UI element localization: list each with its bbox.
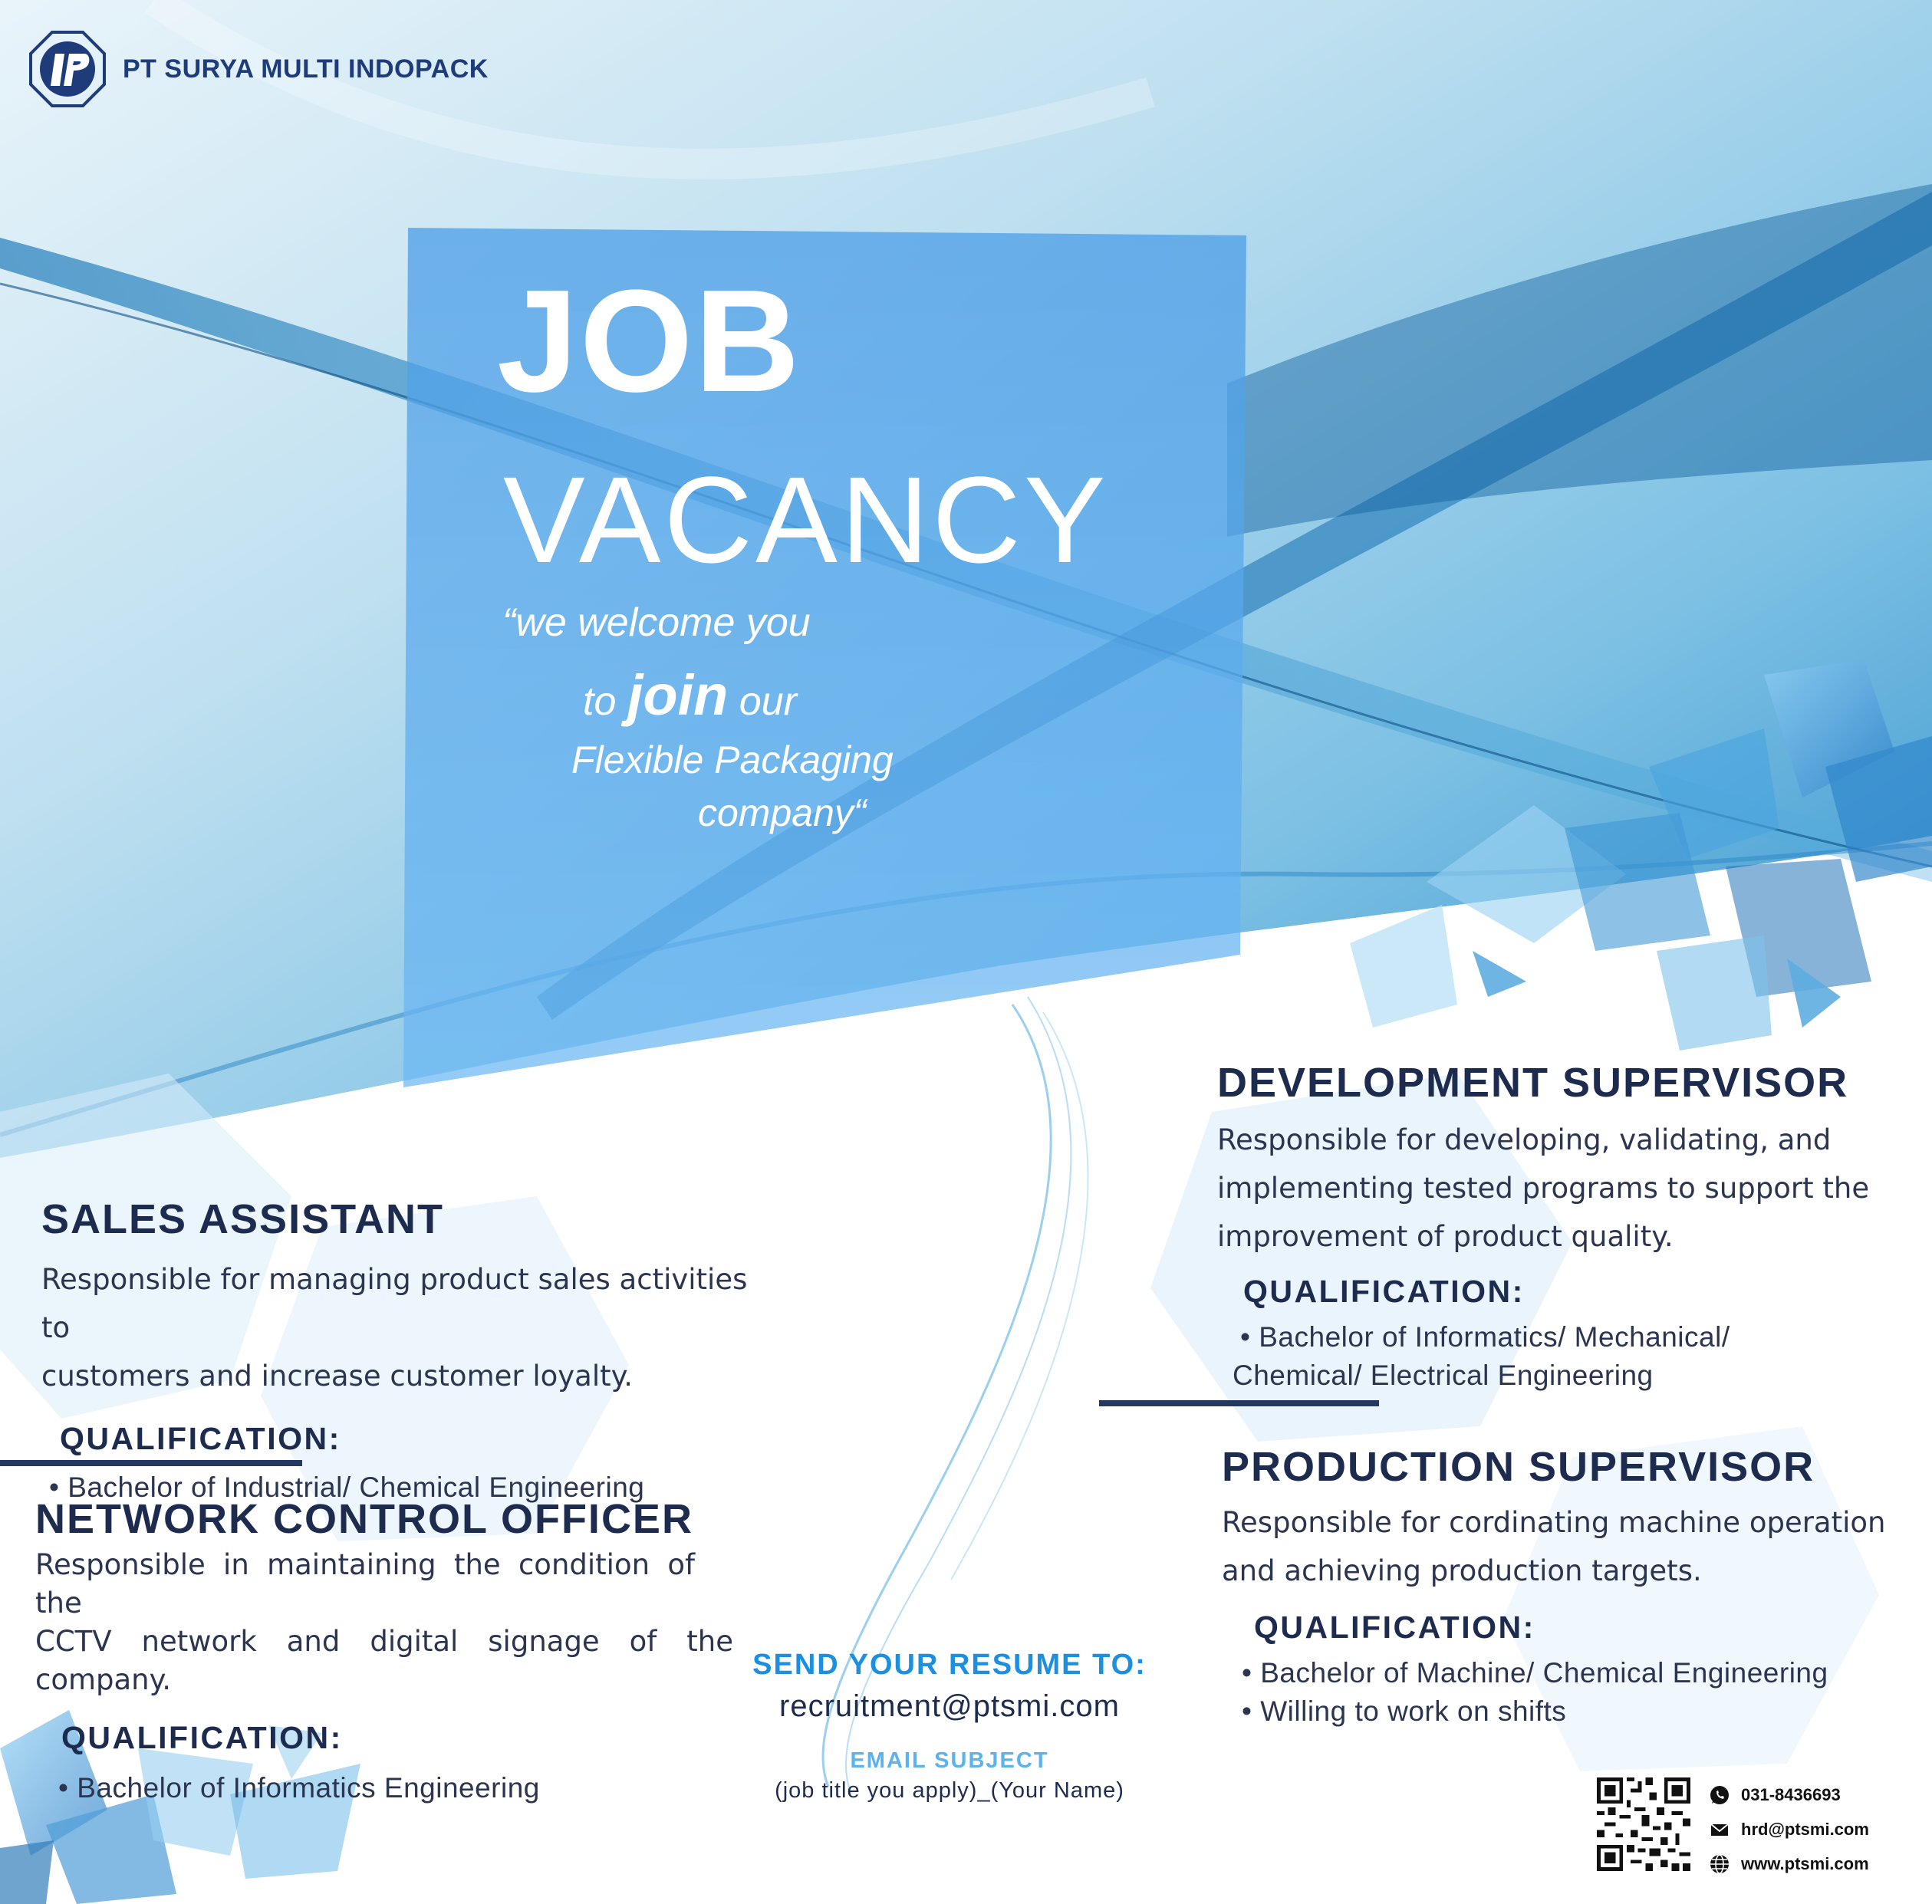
job-title: PRODUCTION SUPERVISOR bbox=[1222, 1444, 1815, 1490]
quote-join-word: join bbox=[627, 663, 729, 727]
resume-heading: SEND YOUR RESUME TO: bbox=[752, 1649, 1147, 1681]
qualification-item: • Bachelor of Industrial/ Chemical Engineering bbox=[49, 1468, 778, 1507]
divider-left bbox=[0, 1460, 302, 1466]
envelope-icon bbox=[1709, 1819, 1730, 1840]
job-network-control-officer bbox=[35, 1498, 733, 1807]
qualification-item: • Bachelor of Machine/ Chemical Engineering bbox=[1242, 1654, 1912, 1692]
company-logo-icon bbox=[29, 31, 106, 107]
company-logo bbox=[29, 31, 489, 107]
quote-line-2-post: our bbox=[728, 679, 797, 724]
recruitment-email-link[interactable]: recruitment@ptsmi.com bbox=[779, 1689, 1120, 1723]
job-description-line: Responsible for cordinating machine operation bbox=[1222, 1506, 1886, 1539]
job-title: NETWORK CONTROL OFFICER bbox=[35, 1496, 693, 1542]
divider-right bbox=[1099, 1400, 1379, 1406]
contact-phone-row[interactable] bbox=[1709, 1777, 1869, 1812]
quote-line-4: company“ bbox=[698, 791, 867, 834]
email-subject-heading: EMAIL SUBJECT bbox=[850, 1748, 1049, 1773]
qualification-list bbox=[1242, 1654, 1912, 1731]
contact-email-row[interactable] bbox=[1709, 1812, 1869, 1846]
quote-line-2-pre: to bbox=[583, 679, 627, 724]
resume-info bbox=[719, 1649, 1180, 1804]
contact-website-row[interactable] bbox=[1709, 1846, 1869, 1881]
qualification-list bbox=[1233, 1318, 1907, 1395]
job-description-line: implementing tested programs to support the bbox=[1217, 1172, 1870, 1205]
job-description-line: Responsible for developing, validating, and bbox=[1217, 1123, 1832, 1156]
company-name: PT SURYA MULTI INDOPACK bbox=[123, 54, 489, 84]
job-description-line: customers and increase customer loyalty. bbox=[41, 1360, 634, 1393]
job-description bbox=[35, 1546, 733, 1699]
qualification-item: • Bachelor of Informatics Engineering bbox=[58, 1769, 733, 1807]
qualification-list bbox=[58, 1769, 733, 1807]
job-description-line: improvement of product quality. bbox=[1217, 1220, 1674, 1253]
contact-email: hrd@ptsmi.com bbox=[1741, 1819, 1869, 1839]
qualification-item: • Willing to work on shifts bbox=[1242, 1692, 1912, 1731]
hero-title-vacancy: VACANCY bbox=[503, 451, 1109, 588]
quote-line-2 bbox=[583, 663, 797, 727]
quote-line-3: Flexible Packaging bbox=[571, 738, 894, 781]
job-title: DEVELOPMENT SUPERVISOR bbox=[1217, 1060, 1849, 1106]
job-description bbox=[1222, 1498, 1912, 1595]
job-production-supervisor bbox=[1222, 1446, 1912, 1731]
job-development-supervisor bbox=[1217, 1062, 1907, 1395]
qr-code-icon bbox=[1597, 1777, 1690, 1871]
contact-info bbox=[1709, 1777, 1869, 1881]
quote-line-1: “we welcome you bbox=[502, 600, 811, 645]
qualification-item-line: Bachelor of Informatics/ Mechanical/ bbox=[1259, 1321, 1730, 1353]
contact-phone: 031-8436693 bbox=[1741, 1784, 1841, 1804]
qualification-heading: QUALIFICATION: bbox=[60, 1421, 341, 1456]
job-title: SALES ASSISTANT bbox=[41, 1196, 445, 1242]
job-description bbox=[1217, 1116, 1907, 1261]
whatsapp-icon bbox=[1709, 1784, 1730, 1806]
contact-website: www.ptsmi.com bbox=[1741, 1853, 1869, 1873]
job-description bbox=[41, 1255, 778, 1400]
email-subject-format: (job title you apply)_(Your Name) bbox=[775, 1778, 1124, 1803]
job-description-line: CCTV network and digital signage of the company. bbox=[35, 1625, 733, 1696]
job-description-line: and achieving production targets. bbox=[1222, 1554, 1702, 1587]
qualification-item-line: Chemical/ Electrical Engineering bbox=[1233, 1360, 1654, 1391]
qualification-item bbox=[1233, 1318, 1907, 1395]
job-description-line: Responsible for managing product sales activities to bbox=[41, 1263, 748, 1344]
qualification-heading: QUALIFICATION: bbox=[1243, 1274, 1525, 1309]
globe-icon bbox=[1709, 1853, 1730, 1875]
hero-title-job: JOB bbox=[497, 260, 801, 423]
job-description-line: Responsible in maintaining the condition of the bbox=[35, 1548, 695, 1620]
qualification-heading: QUALIFICATION: bbox=[61, 1720, 343, 1755]
qualification-heading: QUALIFICATION: bbox=[1254, 1610, 1535, 1645]
